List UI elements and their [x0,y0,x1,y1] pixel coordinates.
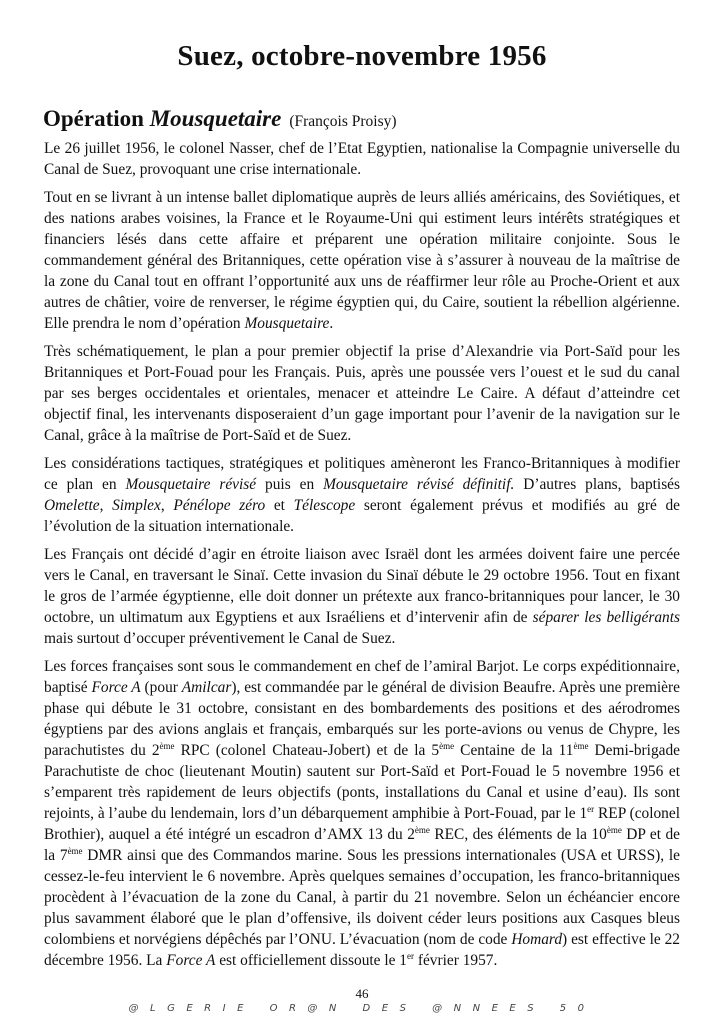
section-heading [43,106,397,132]
text-run: février 1957. [414,952,498,969]
text-run: . [329,315,334,332]
text-run: Les forces françaises sont sous le commandement en chef de l’amiral Barjot. Le corps expéditionnaire, baptisé [44,658,680,696]
text-run: , [160,497,174,514]
text-run: Centaine de la 11 [454,742,574,759]
section-author: (François Proisy) [289,113,397,130]
page-footer: @LGERIE OR@N DES @NNEES 50 [128,1003,596,1014]
italic-run: Amilcar [181,679,232,696]
text-run: Les Français ont décidé d’agir en étroite liaison avec Israël dont les armées doivent faire une percée vers le Canal, en traversant le Sinaï. Cette invasion du Sinaï débute le 29 octobre 1956. Tout en fixant le gros de l’armée égyptienne, elle doit donner un prétexte aux franco-britanniques pour lancer, le 30 octobre, un ultimatum aux Egyptiens et aux Israéliens et d’intervenir afin de [44,546,680,626]
text-run: puis en [256,476,324,493]
superscript: ème [67,846,83,856]
text-run: et [265,497,294,514]
superscript: ème [573,741,589,751]
italic-run: Mousquetaire révisé définitif. [323,476,515,493]
superscript: ème [439,741,455,751]
italic-run: Omelette [44,497,100,514]
text-run: , [99,497,113,514]
text-run: Demi-brigade Parachutiste de choc (lieutenant Moutin) sautent sur Port-Saïd et Port-Fouad le 5 novembre 1956 et s’emparent très rapidement de leurs objectifs (ponts, installations du Canal et usine d’eau). Ils sont rejoints, à l’aube du lendemain, lors d’un débarquement amphibie à Port-Fouad, par le 1 [44,742,681,822]
text-run: est officiellement dissoute le 1 [215,952,407,969]
text-run: seront également prévus et modifiés au gré de l’évolution de la situation internationale. [44,497,680,535]
italic-run: séparer les belligérants [532,609,680,626]
text-run: D’autres plans, baptisés [514,476,681,493]
article-body [44,138,680,978]
paragraph-6 [44,656,680,971]
text-run: REC, des éléments de la 10 [429,826,607,843]
italic-run: Simplex [112,497,161,514]
superscript: ème [414,825,430,835]
section-title-prefix: Opération [43,106,150,131]
paragraph-3: Très schématiquement, le plan a pour premier objectif la prise d’Alexandrie via Port-Saïd pour les Britanniques et Port-Fouad pour les Français. Puis, après une poussée vers l’ouest et le sud du canal par ses berges occidentales et orientales, menacer et atteindre Le Caire. A défaut d’atteindre cet objectif final, les intervenants disposeraient d’un gage important pour l’avenir de la navigation sur le Canal, grâce à la maîtrise de Port-Saïd et de Suez. [44,343,680,444]
paragraph-5 [44,544,680,649]
superscript: er [407,951,414,961]
text-run: RPC (colonel Chateau-Jobert) et de la 5 [174,742,440,759]
superscript: ème [606,825,622,835]
text-run: DP et de la 7 [44,826,681,864]
text-run: REP (colonel Brothier), auquel a été intégré un escadron d’AMX 13 du 2 [44,805,680,843]
text-run: (pour [140,679,182,696]
paragraph-1: Le 26 juillet 1956, le colonel Nasser, chef de l’Etat Egyptien, nationalise la Compagnie universelle du Canal de Suez, provoquant une crise internationale. [44,140,680,178]
text-run: Les considérations tactiques, stratégiques et politiques amèneront les Franco-Britanniques à modifier ce plan en [44,455,680,493]
text-run: ) est effective le 22 décembre 1956. La [44,931,681,969]
italic-run: Homard [511,931,563,948]
text-run: ), est commandée par le général de division Beaufre. Après une première phase qui débute le 31 octobre, consistant en des bombardements des positions et des aérodromes égyptiens par des avions anglais et français, embarqués sur les porte-avions ou venus de Chypre, les parachutistes du 2 [44,679,680,759]
text-run: DMR ainsi que des Commandos marine. Sous les pressions internationales (USA et URSS), le cessez-le-feu intervient le 6 novembre. Après quelques semaines d’occupation, les franco-britanniques procèdent à l’évacuation de la zone du Canal, à partir du 21 novembre. Selon un échéancier encore plus savamment élaboré que le plan d’offensive, ils doivent céder leurs positions aux Casques bleus colombiens et norvégiens dépêchés par l’ONU. L’évacuation (nom de code [44,847,680,948]
italic-run: Force A [166,952,216,969]
page-title: Suez, octobre-novembre 1956 [177,40,547,72]
italic-run: Pénélope zéro [173,497,266,514]
italic-run: Mousquetaire [244,315,330,332]
text-run: Tout en se livrant à un intense ballet diplomatique auprès de leurs alliés américains, des Soviétiques, et des nations arabes voisines, la France et le Royaume-Uni qui estiment leurs intérêts stratégiques et financiers lésés dans cette affaire et préparent une opération militaire conjointe. Sous le commandement général des Britanniques, cette opération vise à s’assurer à nouveau de la maîtrise de la zone du Canal tout en offrant l’opportunité aux uns de réaffirmer leur rôle au Proche-Orient et aux autres de châtier, voire de renverser, le régime égyptien qui, du Caire, soutient la rébellion algérienne. Elle prendra le nom d’opération [44,189,680,332]
section-title [43,106,281,131]
paragraph-4 [44,453,680,537]
paragraph-2 [44,187,680,334]
italic-run: Télescope [293,497,356,514]
page-number: 46 [355,986,369,1001]
italic-run: Mousquetaire révisé [125,476,257,493]
text-run: mais surtout d’occuper préventivement le Canal de Suez. [44,630,396,647]
superscript: er [587,804,595,814]
superscript: ème [159,741,175,751]
section-title-name: Mousquetaire [149,106,282,131]
italic-run: Force A [91,679,141,696]
